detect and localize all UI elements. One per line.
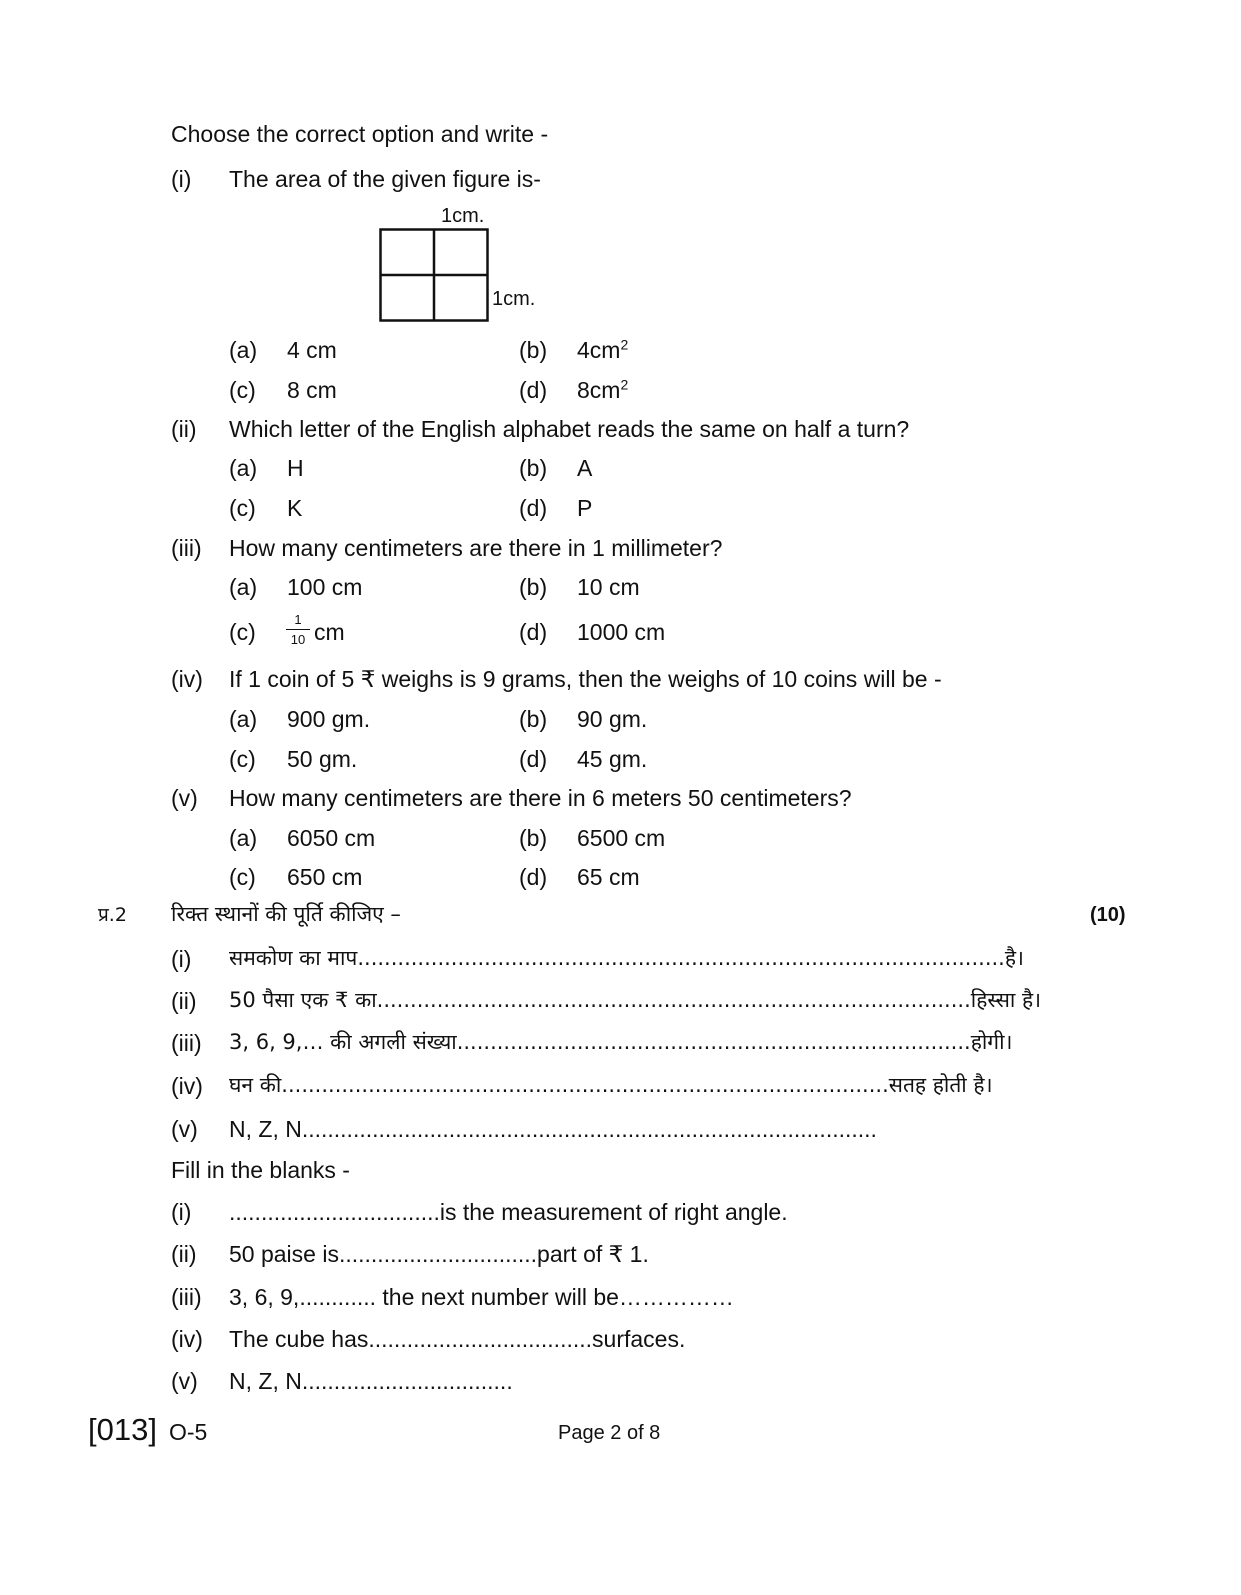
option-text: 65 cm [577,864,640,890]
item-text: 3, 6, 9,............ the next number will be…………… [229,1284,734,1310]
option-label: (d) [519,864,548,890]
option-text: 6500 cm [577,825,666,851]
option-label: (c) [229,864,256,890]
option-text: 900 gm. [287,706,371,732]
option-text: 4 cm [287,337,337,363]
grid-figure [379,228,489,322]
item-number: (ii) [171,1241,197,1267]
option-label: (a) [229,706,258,732]
question-text: How many centimeters are there in 6 meters 50 centimeters? [229,785,852,811]
option-label: (c) [229,377,256,403]
option-text: P [577,495,593,521]
question-text: How many centimeters are there in 1 millimeter? [229,535,723,561]
option-label: (d) [519,495,548,521]
figure-side-label: 1cm. [492,288,536,310]
option-label: (a) [229,337,258,363]
option-text: $8cm^2$ [577,376,629,403]
item-number: (ii) [171,988,197,1014]
fraction-numerator: 1 [294,612,302,627]
option-text: 6050 cm [287,825,376,851]
option-label: (b) [519,574,548,600]
item-text-hindi: घन की...........................................................................................सतह होती है। [229,1073,993,1097]
option-label: (a) [229,574,258,600]
instruction: Choose the correct option and write - [171,121,549,147]
option-text: 50 gm. [287,746,358,772]
option-text: 100 cm [287,574,363,600]
instruction-hindi: रिक्त स्थानों की पूर्ति कीजिए – [171,902,401,926]
item-number: (v) [171,1116,198,1142]
item-text-hindi: समकोण का माप.................................................................................................है। [229,946,1024,970]
item-text: N, Z, N................................. [229,1368,513,1394]
item-number: (iii) [171,1284,202,1310]
option-label: (d) [519,377,548,403]
item-number: (iii) [171,1030,202,1056]
option-label: (d) [519,746,548,772]
paper-code: [013] [88,1412,157,1447]
question-label: प्र.2 [98,904,127,926]
option-text: A [577,455,593,481]
option-text: $4cm^2$ [577,336,629,363]
option-label: (a) [229,455,258,481]
item-number: (v) [171,1368,198,1394]
item-number: (iv) [171,1326,203,1352]
item-text-hindi: 3, 6, 9,… की अगली संख्या.............................................................................होगी। [229,1030,1013,1054]
option-text: 650 cm [287,864,363,890]
option-text: K [287,495,303,521]
question-number: (iv) [171,666,203,692]
question-number: (iii) [171,535,202,561]
item-number: (i) [171,946,192,972]
question-text: If 1 coin of 5 ₹ weighs is 9 grams, then the weighs of 10 coins will be - [229,666,942,692]
item-number: (iv) [171,1073,203,1099]
question-number: (i) [171,166,192,192]
item-text: 50 paise is...............................part of ₹ 1. [229,1241,649,1267]
option-label: (b) [519,455,548,481]
option-label: (b) [519,706,548,732]
option-text: 1000 cm [577,619,666,645]
item-text: N, Z, N.......................................................................................... [229,1116,877,1142]
fraction [286,613,310,646]
page-number: Page 2 of 8 [558,1422,661,1444]
item-text-hindi: 50 पैसा एक ₹ का.........................................................................................हिस्सा है। [229,988,1042,1012]
option-text: 8 cm [287,377,337,403]
option-label: (b) [519,825,548,851]
paper-id: O-5 [169,1419,208,1445]
option-text: 90 gm. [577,706,648,732]
option-text: H [287,455,304,481]
question-text: Which letter of the English alphabet reads the same on half a turn? [229,416,910,442]
option-label: (b) [519,337,548,363]
item-text: The cube has...................................surfaces. [229,1326,686,1352]
option-text: 10 cm [577,574,640,600]
item-number: (i) [171,1199,192,1225]
option-text: cm [314,619,345,645]
question-number: (ii) [171,416,197,442]
item-text: .................................is the measurement of right angle. [229,1199,788,1225]
option-label: (d) [519,619,548,645]
question-number: (v) [171,785,198,811]
figure-top-label: 1cm. [441,205,485,227]
option-label: (a) [229,825,258,851]
instruction-english: Fill in the blanks - [171,1157,350,1183]
fraction-denominator: 10 [290,632,306,647]
option-label: (c) [229,495,256,521]
option-label: (c) [229,619,256,645]
marks: (10) [1090,904,1126,926]
option-text: 45 gm. [577,746,648,772]
question-text: The area of the given figure is- [229,166,541,192]
option-label: (c) [229,746,256,772]
